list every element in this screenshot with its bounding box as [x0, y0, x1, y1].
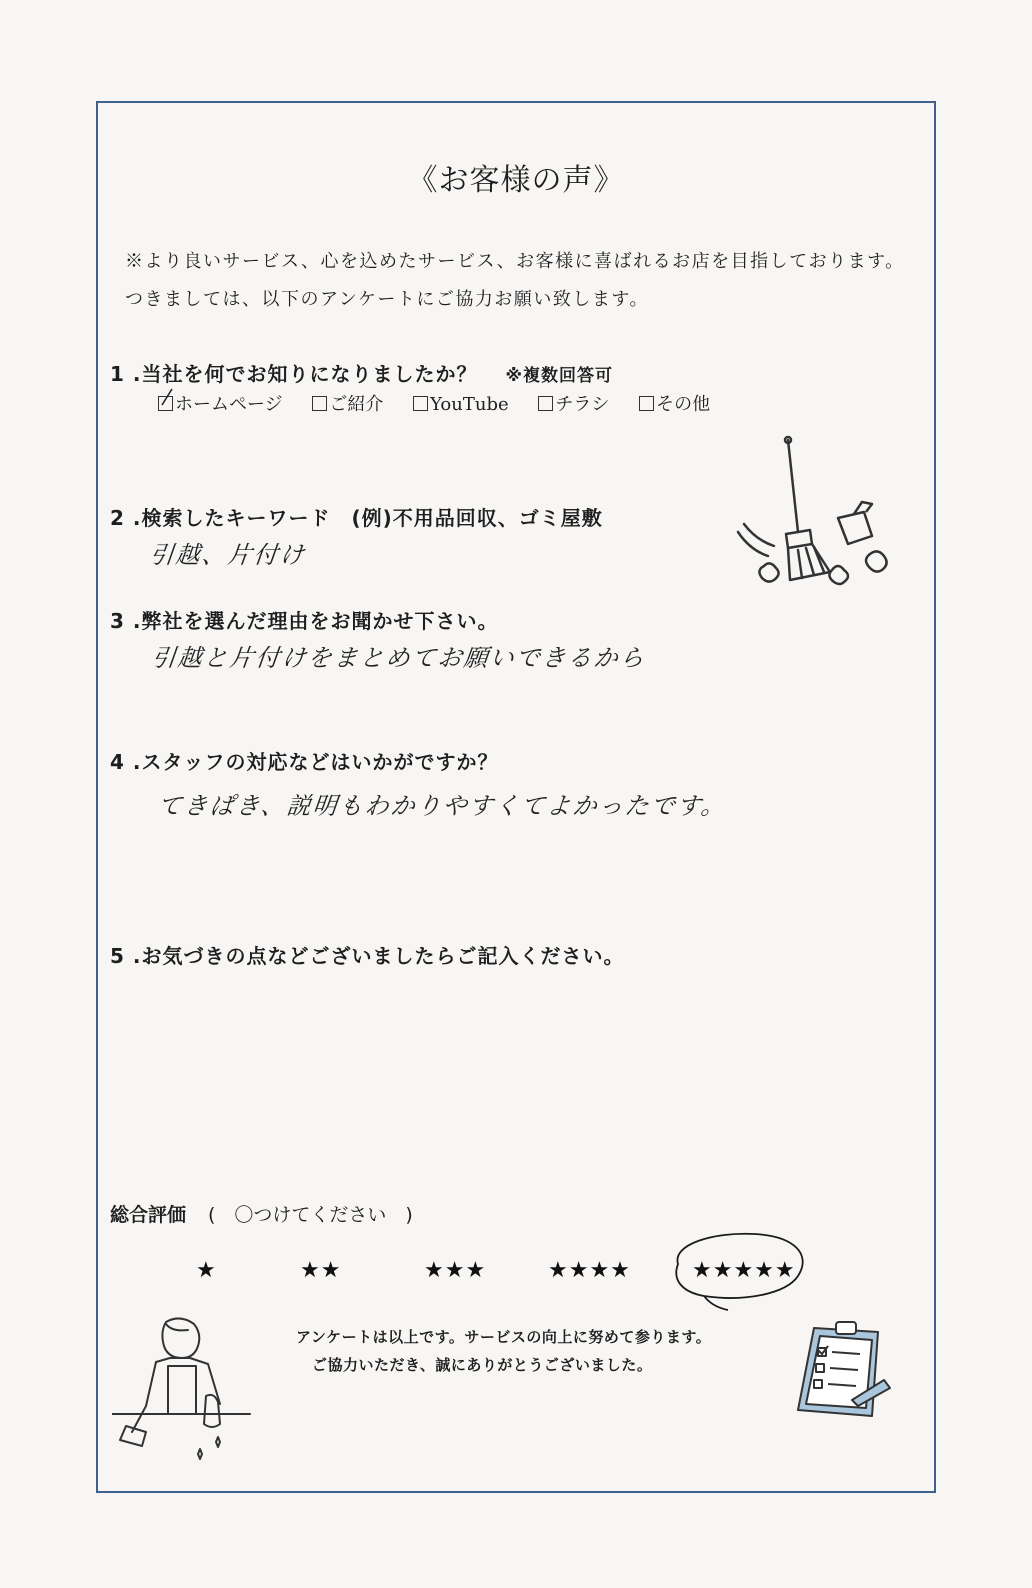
- option-label: ご紹介: [329, 394, 384, 415]
- checkbox[interactable]: [413, 396, 428, 411]
- broom-icon: [728, 432, 898, 602]
- rating-2-stars[interactable]: ★★: [300, 1258, 342, 1283]
- rating-1-star[interactable]: ★: [196, 1258, 217, 1283]
- checkbox[interactable]: [312, 396, 327, 411]
- option-label: その他: [656, 394, 711, 415]
- overall-rating: [110, 1200, 413, 1227]
- question-1-options: [158, 390, 734, 416]
- overall-rating-instruction: ( 〇つけてください ): [208, 1204, 413, 1226]
- option-label: ホームページ: [175, 394, 283, 415]
- checkbox[interactable]: [639, 396, 654, 411]
- option-youtube[interactable]: [413, 394, 509, 415]
- page-title: 《お客様の声》: [407, 163, 625, 198]
- question-1-note: ※複数回答可: [505, 366, 614, 386]
- selected-rating-circle: [664, 1224, 814, 1314]
- question-4-answer[interactable]: てきぱき、説明もわかりやすくてよかったです。: [156, 792, 729, 820]
- option-flyer[interactable]: [538, 390, 609, 416]
- option-label: YouTube: [430, 394, 509, 415]
- checkbox-checked[interactable]: [158, 396, 173, 411]
- rating-5-stars[interactable]: ★★★★★: [692, 1258, 796, 1283]
- closing-line-2: ご協力いただき、誠にありがとうございました。: [312, 1356, 653, 1374]
- question-2-answer[interactable]: 引越、片付け: [148, 541, 308, 569]
- rating-3-stars[interactable]: ★★★: [424, 1258, 487, 1283]
- option-other[interactable]: [639, 390, 710, 416]
- overall-rating-label: 総合評価: [110, 1204, 187, 1226]
- question-5-label: 5 .お気づきの点などございましたらご記入ください。: [110, 944, 625, 968]
- option-label: チラシ: [555, 394, 610, 415]
- question-4-label: 4 .スタッフの対応などはいかがですか？: [110, 750, 499, 774]
- option-referral[interactable]: [312, 390, 383, 416]
- question-2-label: 2 .検索したキーワード (例)不用品回収、ゴミ屋敷: [110, 506, 603, 530]
- dustpan-icon: [838, 502, 872, 544]
- cleaning-staff-icon: [112, 1314, 252, 1464]
- checkbox[interactable]: [538, 396, 553, 411]
- rating-4-stars[interactable]: ★★★★: [548, 1258, 631, 1283]
- question-3-answer[interactable]: 引越と片付けをまとめてお願いできるから: [150, 644, 648, 672]
- closing-line-1: アンケートは以上です。サービスの向上に努めて参ります。: [296, 1328, 712, 1346]
- option-homepage[interactable]: [158, 390, 283, 416]
- question-1: [110, 358, 613, 387]
- check-mark-icon: [160, 387, 174, 409]
- question-1-label: 1 .当社を何でお知りになりましたか？: [110, 362, 478, 386]
- question-3-label: 3 .弊社を選んだ理由をお聞かせ下さい。: [110, 609, 499, 633]
- clipboard-checklist-icon: [792, 1318, 896, 1418]
- intro-line-1: ※より良いサービス、心を込めたサービス、お客様に喜ばれるお店を目指しております。: [125, 251, 905, 272]
- intro-line-2: つきましては、以下のアンケートにご協力お願い致します。: [125, 289, 649, 310]
